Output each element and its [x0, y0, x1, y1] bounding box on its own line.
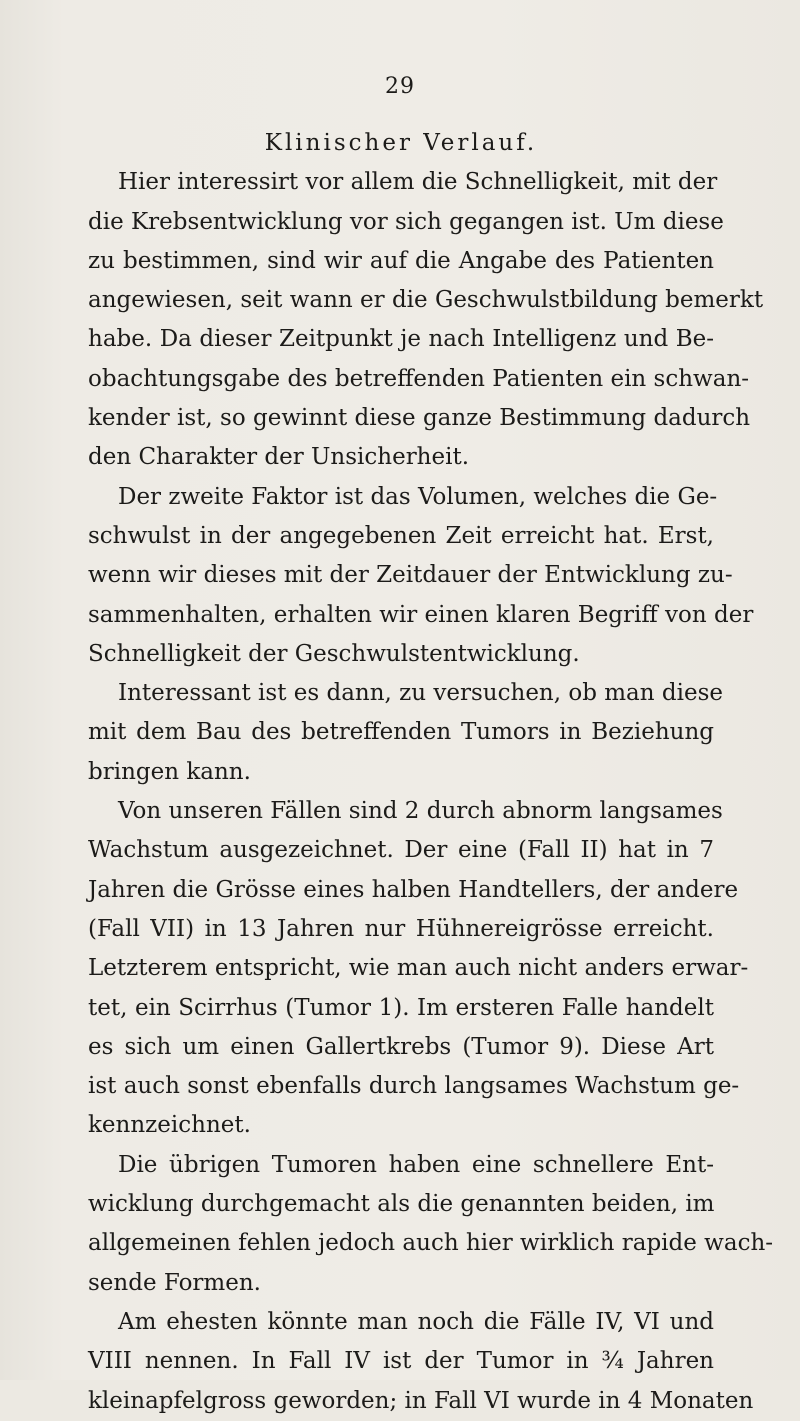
text-line: Schnelligkeit der Geschwulstentwicklung. [88, 640, 580, 667]
text-line: ist auch sonst ebenfalls durch langsames Wachstum ge- [88, 1073, 740, 1100]
text-line: wenn wir dieses mit der Zeitdauer der Entwicklung zu- [88, 562, 733, 589]
text-line: schwulst in der angegebenen Zeit erreicht hat. Erst, [88, 522, 714, 549]
text-line: tet, ein Scirrhus (Tumor 1). Im ersteren Falle handelt [88, 994, 714, 1021]
text-line: angewiesen, seit wann er die Geschwulstbildung bemerkt [88, 287, 764, 314]
text-line: Jahren die Grösse eines halben Handtellers, der andere [88, 876, 739, 903]
text-line: kleinapfelgross geworden; in Fall VI wurde in 4 Monaten [88, 1387, 754, 1414]
text-line: kender ist, so gewinnt diese ganze Bestimmung dadurch [88, 405, 751, 432]
text-line: Interessant ist es dann, zu versuchen, ob man diese [118, 680, 723, 707]
text-line: wicklung durchgemacht als die genannten beiden, im [88, 1191, 715, 1218]
text-line: mit dem Bau des betreffenden Tumors in Beziehung [88, 719, 714, 746]
text-line: die Krebsentwicklung vor sich gegangen ist. Um diese [88, 208, 724, 235]
text-line: (Fall VII) in 13 Jahren nur Hühnereigrösse erreicht. [88, 915, 714, 942]
text-line: es sich um einen Gallertkrebs (Tumor 9). Diese Art [88, 1033, 714, 1060]
text-line: Letzterem entspricht, wie man auch nicht anders erwar- [88, 955, 749, 982]
text-line: Am ehesten könnte man noch die Fälle IV, VI und [118, 1308, 714, 1335]
text-line: allgemeinen fehlen jedoch auch hier wirklich rapide wach- [88, 1230, 774, 1257]
text-line: kennzeichnet. [88, 1112, 251, 1139]
body-text [88, 124, 774, 1421]
section-heading: Klinischer Verlauf. [264, 130, 538, 156]
text-line: Der zweite Faktor ist das Volumen, welches die Ge- [118, 483, 718, 510]
text-line: bringen kann. [88, 758, 251, 785]
page-number: 29 [385, 74, 415, 99]
text-line: habe. Da dieser Zeitpunkt je nach Intelligenz und Be- [88, 326, 714, 353]
text-line: sammenhalten, erhalten wir einen klaren Begriff von der [88, 601, 754, 628]
text-line: den Charakter der Unsicherheit. [88, 444, 470, 471]
text-line: Hier interessirt vor allem die Schnelligkeit, mit der [118, 169, 718, 196]
text-line: VIII nennen. In Fall IV ist der Tumor in ¾ Jahren [88, 1348, 714, 1375]
text-line: obachtungsgabe des betreffenden Patienten ein schwan- [88, 365, 750, 392]
text-line: Von unseren Fällen sind 2 durch abnorm langsames [118, 798, 723, 825]
text-line: Wachstum ausgezeichnet. Der eine (Fall II) hat in 7 [88, 837, 714, 864]
text-line: Die übrigen Tumoren haben eine schnellere Ent- [118, 1151, 714, 1178]
text-line: zu bestimmen, sind wir auf die Angabe des Patienten [88, 247, 714, 274]
text-lines [88, 163, 774, 1421]
text-line: sende Formen. [88, 1269, 261, 1296]
